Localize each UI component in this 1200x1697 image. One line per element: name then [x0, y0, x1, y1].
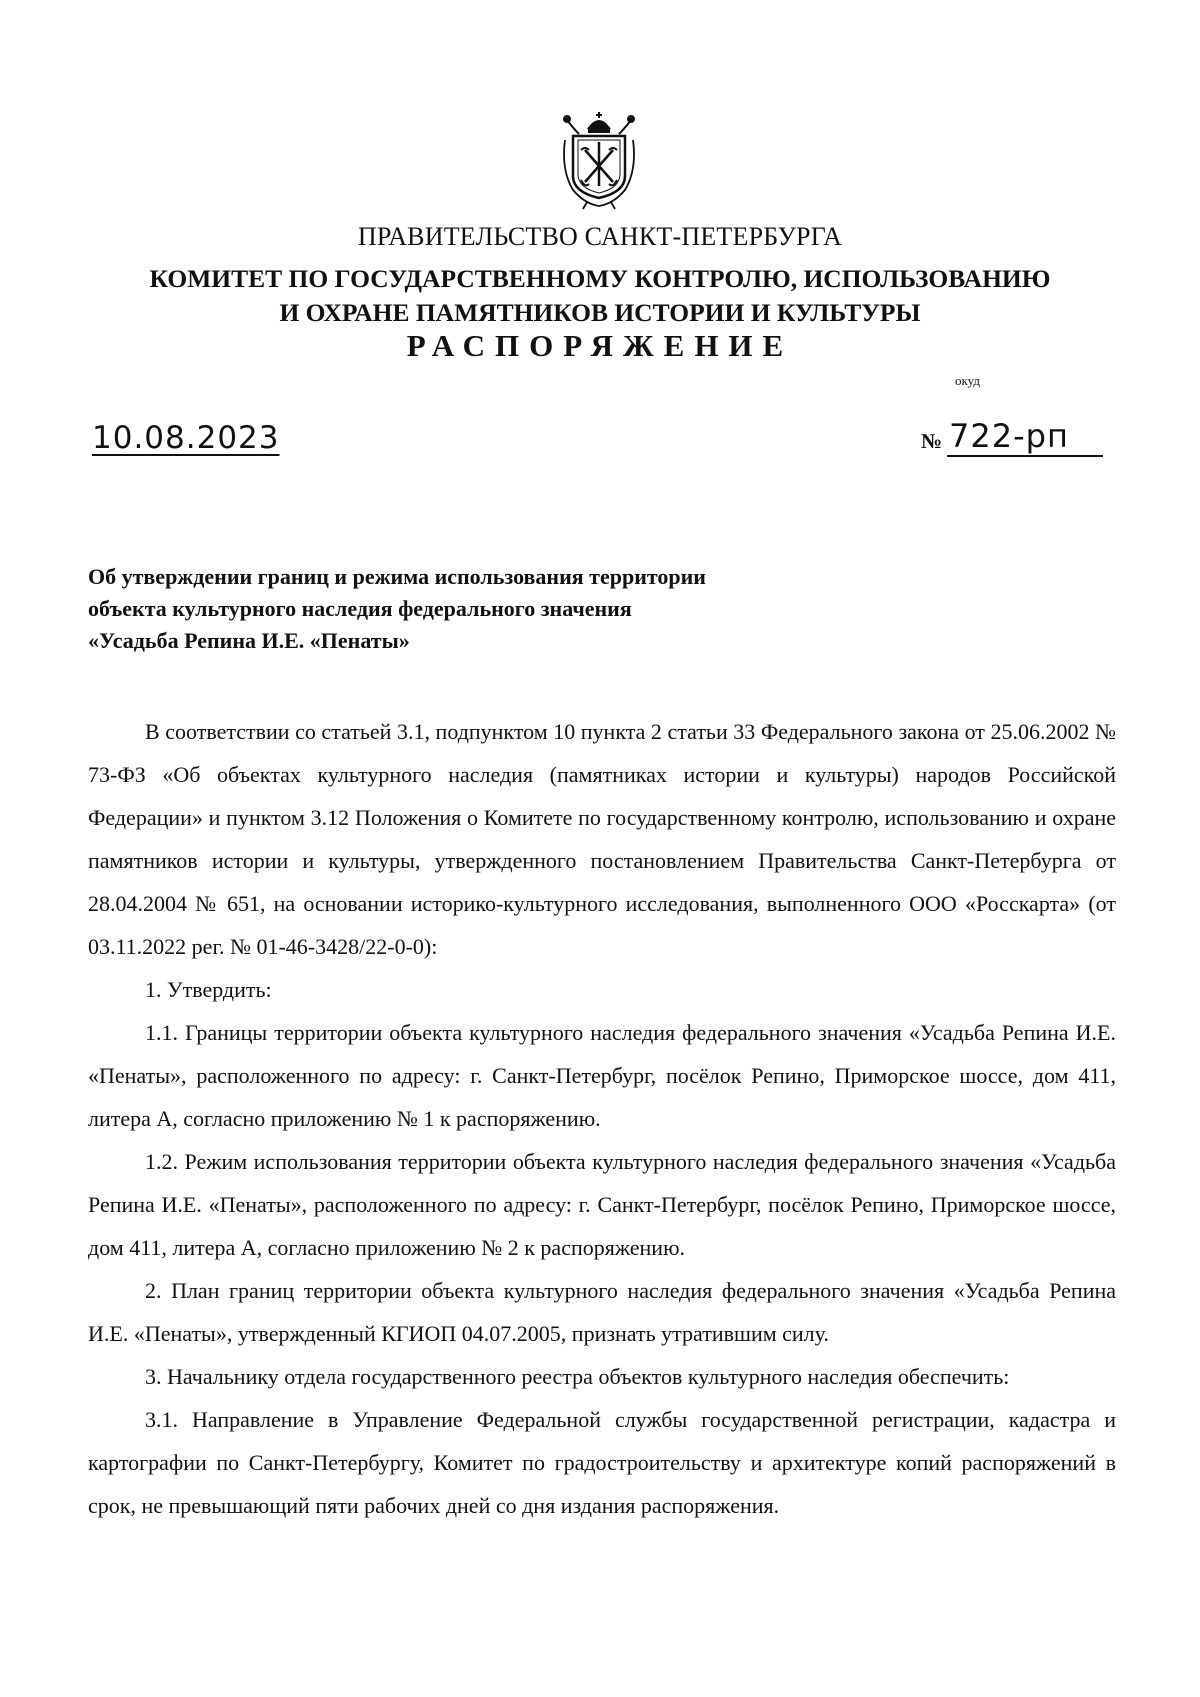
document-title: [88, 561, 808, 657]
paragraph-3: 3. Начальнику отдела государственного реестра объектов культурного наследия обеспечить:: [145, 1364, 1010, 1389]
title-line-1: Об утверждении границ и режима использования территории: [88, 564, 706, 589]
document-type: РАСПОРЯЖЕНИЕ: [406, 328, 794, 363]
paragraph-1: 1. Утвердить:: [145, 977, 272, 1002]
paragraph-2: 2. План границ территории объекта культурного наследия федерального значения «Усадьба Репина И.Е. «Пенаты», утвержденный КГИОП 04.07.2005, признать утратившим силу.: [88, 1278, 1116, 1346]
committee-name: [0, 262, 1200, 330]
paragraph-1-1: 1.1. Границы территории объекта культурного наследия федерального значения «Усадьба Репина И.Е. «Пенаты», расположенного по адресу: г. Санкт-Петербург, посёлок Репино, Приморское шоссе, дом 411, литера А, согласно приложению № 1 к распоряжению.: [88, 1020, 1116, 1131]
paragraph-1-2: 1.2. Режим использования территории объекта культурного наследия федерального значения «Усадьба Репина И.Е. «Пенаты», расположенного по адресу: г. Санкт-Петербург, посёлок Репино, Приморское шоссе, дом 411, литера А, согласно приложению № 2 к распоряжению.: [88, 1149, 1116, 1260]
number-underline: [947, 455, 1103, 457]
okud-label: окуд: [955, 373, 980, 388]
document-number: [921, 417, 1103, 465]
committee-line-1: КОМИТЕТ ПО ГОСУДАРСТВЕННОМУ КОНТРОЛЮ, ИСПОЛЬЗОВАНИЮ: [149, 264, 1051, 293]
number-prefix: №: [921, 429, 943, 453]
coat-of-arms-icon: [559, 110, 639, 210]
title-line-3: «Усадьба Репина И.Е. «Пенаты»: [88, 628, 410, 653]
committee-line-2: И ОХРАНЕ ПАМЯТНИКОВ ИСТОРИИ И КУЛЬТУРЫ: [279, 298, 921, 327]
paragraph-3-1: 3.1. Направление в Управление Федеральной службы государственной регистрации, кадастра и картографии по Санкт-Петербургу, Комитет по градостроительству и архитектуре копий распоряжений в срок, не превышающий пяти рабочих дней со дня издания распоряжения.: [88, 1407, 1116, 1518]
number-value: 722-рп: [949, 417, 1069, 455]
document-date: 10.08.2023: [92, 420, 280, 456]
document-body: [88, 710, 1116, 1527]
paragraph-preamble: В соответствии со статьей 3.1, подпунктом 10 пункта 2 статьи 33 Федерального закона от 25.06.2002 № 73-ФЗ «Об объектах культурного наследия (памятниках истории и культуры) народов Российской Федерации» и пунктом 3.12 Положения о Комитете по государственному контролю, использованию и охране памятников истории и культуры, утвержденного постановлением Правительства Санкт-Петербурга от 28.04.2004 № 651, на основании историко-культурного исследования, выполненного ООО «Росскарта» (от 03.11.2022 рег. № 01-46-3428/22-0-0):: [88, 719, 1116, 959]
government-name: ПРАВИТЕЛЬСТВО САНКТ-ПЕТЕРБУРГА: [357, 222, 843, 251]
title-line-2: объекта культурного наследия федерального значения: [88, 596, 632, 621]
